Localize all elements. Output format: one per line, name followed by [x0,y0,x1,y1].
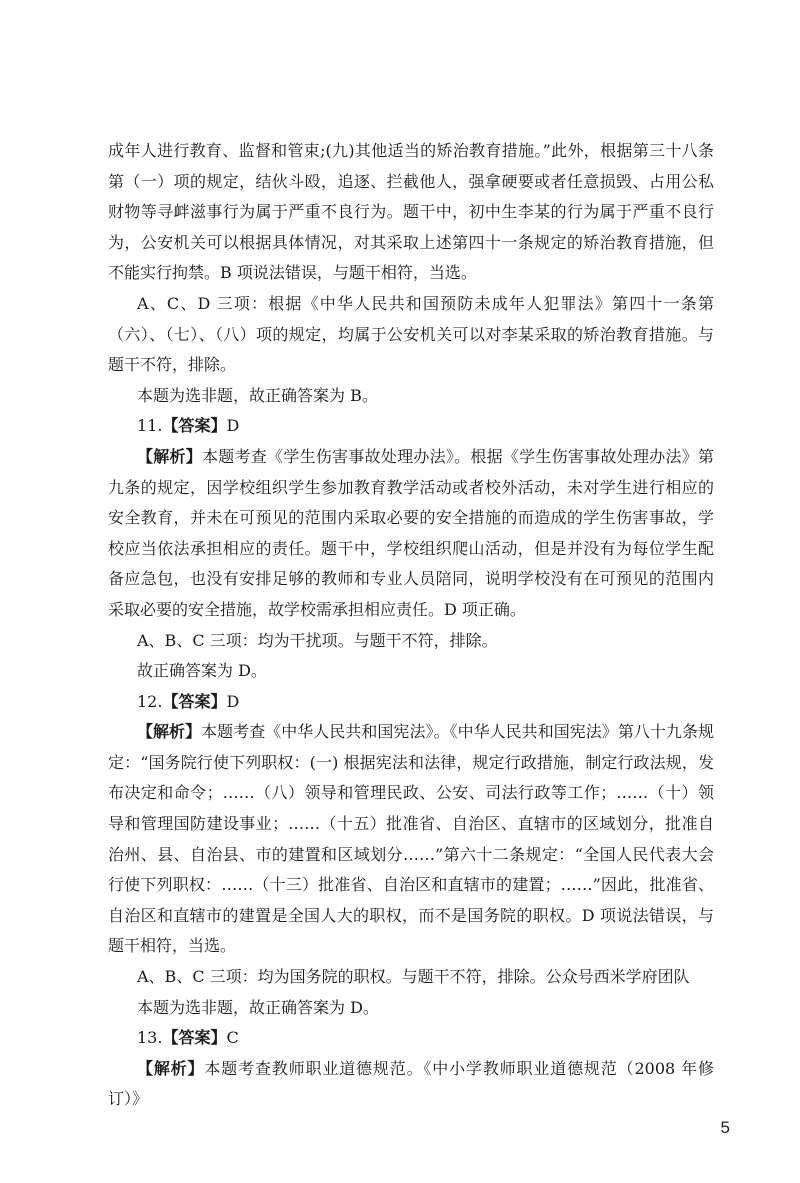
paragraph-1: 成年人进行教育、监督和管束;(九)其他适当的矫治教育措施。”此外，根据第三十八条第（一）项的规定，结伙斗殴，追逐、拦截他人，强拿硬要或者任意损毁、占用公私财物等寻衅滋事行为属于严重不良行为。题干中，初中生李某的行为属于严重不良行为，公安机关可以根据具体情况，对其采取上述第四十一条规定的矫治教育措施，但不能实行拘禁。B 项说法错误，与题干相符，当选。 [108,141,714,283]
answer-label: 【答案】 [162,691,227,711]
analysis-11: 【解析】本题考查《学生伤害事故处理办法》。根据《学生伤害事故处理办法》第九条的规定，因学校组织学生参加教育教学活动或者校外活动，未对学生进行相应的安全教育，并未在可预见的范围内采取必要的安全措施的而造成的学生伤害事故，学校应当依法承担相应的责任。题干中，学校组织爬山活动，但是并没有为每位学生配备应急包，也没有安排足够的教师和专业人员陪同，说明学校没有在可预见的范围内采取必要的安全措施，故学校需承担相应责任。D 项正确。 [108,446,714,619]
question-number: 11. [137,416,163,436]
answer-label: 【答案】 [162,416,227,436]
answer-value: D [226,691,240,711]
paragraph-3: 本题为选非题，故正确答案为 B。 [137,385,378,405]
analysis-12: 【解析】本题考查《中华人民共和国宪法》。《中华人民共和国宪法》第八十九条规定：“国务院行使下列职权：(一) 根据宪法和法律，规定行政措施，制定行政法规，发布决定和命令；……（八）领导和管理民政、公安、司法行政等工作；……（十）领导和管理国防建设事业；……（十五）批准省、自治区、直辖市的区域划分，批准自治州、县、自治县、市的建置和区域划分……”第六十二条规定：“全国人民代表大会行使下列职权：……（十三）批准省、自治区和直辖市的建置；……”因此，批准省、自治区和直辖市的建置是全国人大的职权，而不是国务院的职权。D 项说法错误，与题干相符，当选。 [108,722,714,956]
answer-12 [108,687,714,718]
analysis-label: 【解析】 [137,1058,205,1078]
answer-13 [108,1023,714,1054]
answer-11 [108,411,714,442]
body-text [108,136,714,1115]
question-number: 12. [137,691,163,711]
paragraph-11: 本题为选非题，故正确答案为 D。 [137,997,379,1017]
analysis-13: 【解析】本题考查教师职业道德规范。《中小学教师职业道德规范（2008 年修订）》 [108,1058,714,1109]
answer-label: 【答案】 [162,1028,227,1048]
analysis-label: 【解析】 [137,446,203,466]
answer-value: D [226,416,240,436]
paragraph-7: 故正确答案为 D。 [137,661,267,681]
answer-value: C [226,1028,239,1048]
paragraph-2: A、C、D 三项：根据《中华人民共和国预防未成年人犯罪法》第四十一条第（六）、（七）、（八）项的规定，均属于公安机关可以对李某采取的矫治教育措施。与题干不符，排除。 [108,293,714,375]
page-number: 5 [720,1118,730,1137]
question-number: 13. [137,1028,163,1048]
paragraph-10: A、B、C 三项：均为国务院的职权。与题干不符，排除。公众号西米学府团队 [137,967,690,987]
paragraph-6: A、B、C 三项：均为干扰项。与题干不符，排除。 [137,630,498,650]
analysis-label: 【解析】 [137,722,202,742]
